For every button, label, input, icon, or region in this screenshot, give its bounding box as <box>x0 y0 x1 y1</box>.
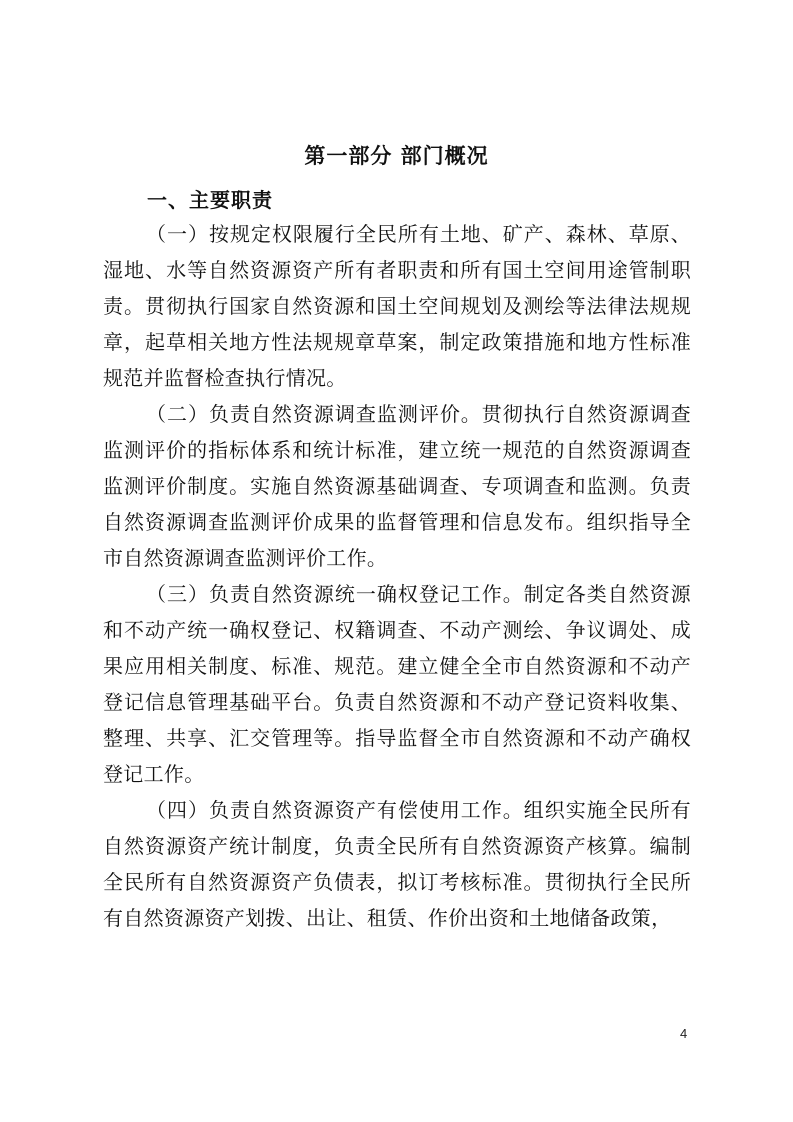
page-number: 4 <box>680 1026 688 1041</box>
section-heading: 一、主要职责 <box>147 188 273 212</box>
page-title: 第一部分 部门概况 <box>304 144 489 168</box>
paragraph-1: （一）按规定权限履行全民所有土地、矿产、森林、草原、湿地、水等自然资源资产所有者职责和所有国土空间用途管制职责。贯彻执行国家自然资源和国土空间规划及测绘等法律法规规章，起草相关地方性法规规章草案，制定政策措施和地方性标准规范并监督检查执行情况。 <box>103 222 691 390</box>
paragraph-2: （二）负责自然资源调查监测评价。贯彻执行自然资源调查监测评价的指标体系和统计标准，建立统一规范的自然资源调查监测评价制度。实施自然资源基础调查、专项调查和监测。负责自然资源调查监测评价成果的监督管理和信息发布。组织指导全市自然资源调查监测评价工作。 <box>103 402 691 570</box>
paragraph-4: （四）负责自然资源资产有偿使用工作。组织实施全民所有自然资源资产统计制度，负责全民所有自然资源资产核算。编制全民所有自然资源资产负债表，拟订考核标准。贯彻执行全民所有自然资源资产划拨、出让、租赁、作价出资和土地储备政策， <box>103 798 691 930</box>
body-text <box>103 216 691 936</box>
paragraph-3: （三）负责自然资源统一确权登记工作。制定各类自然资源和不动产统一确权登记、权籍调查、不动产测绘、争议调处、成果应用相关制度、标准、规范。建立健全全市自然资源和不动产登记信息管理基础平台。负责自然资源和不动产登记资料收集、整理、共享、汇交管理等。指导监督全市自然资源和不动产确权登记工作。 <box>103 582 691 786</box>
